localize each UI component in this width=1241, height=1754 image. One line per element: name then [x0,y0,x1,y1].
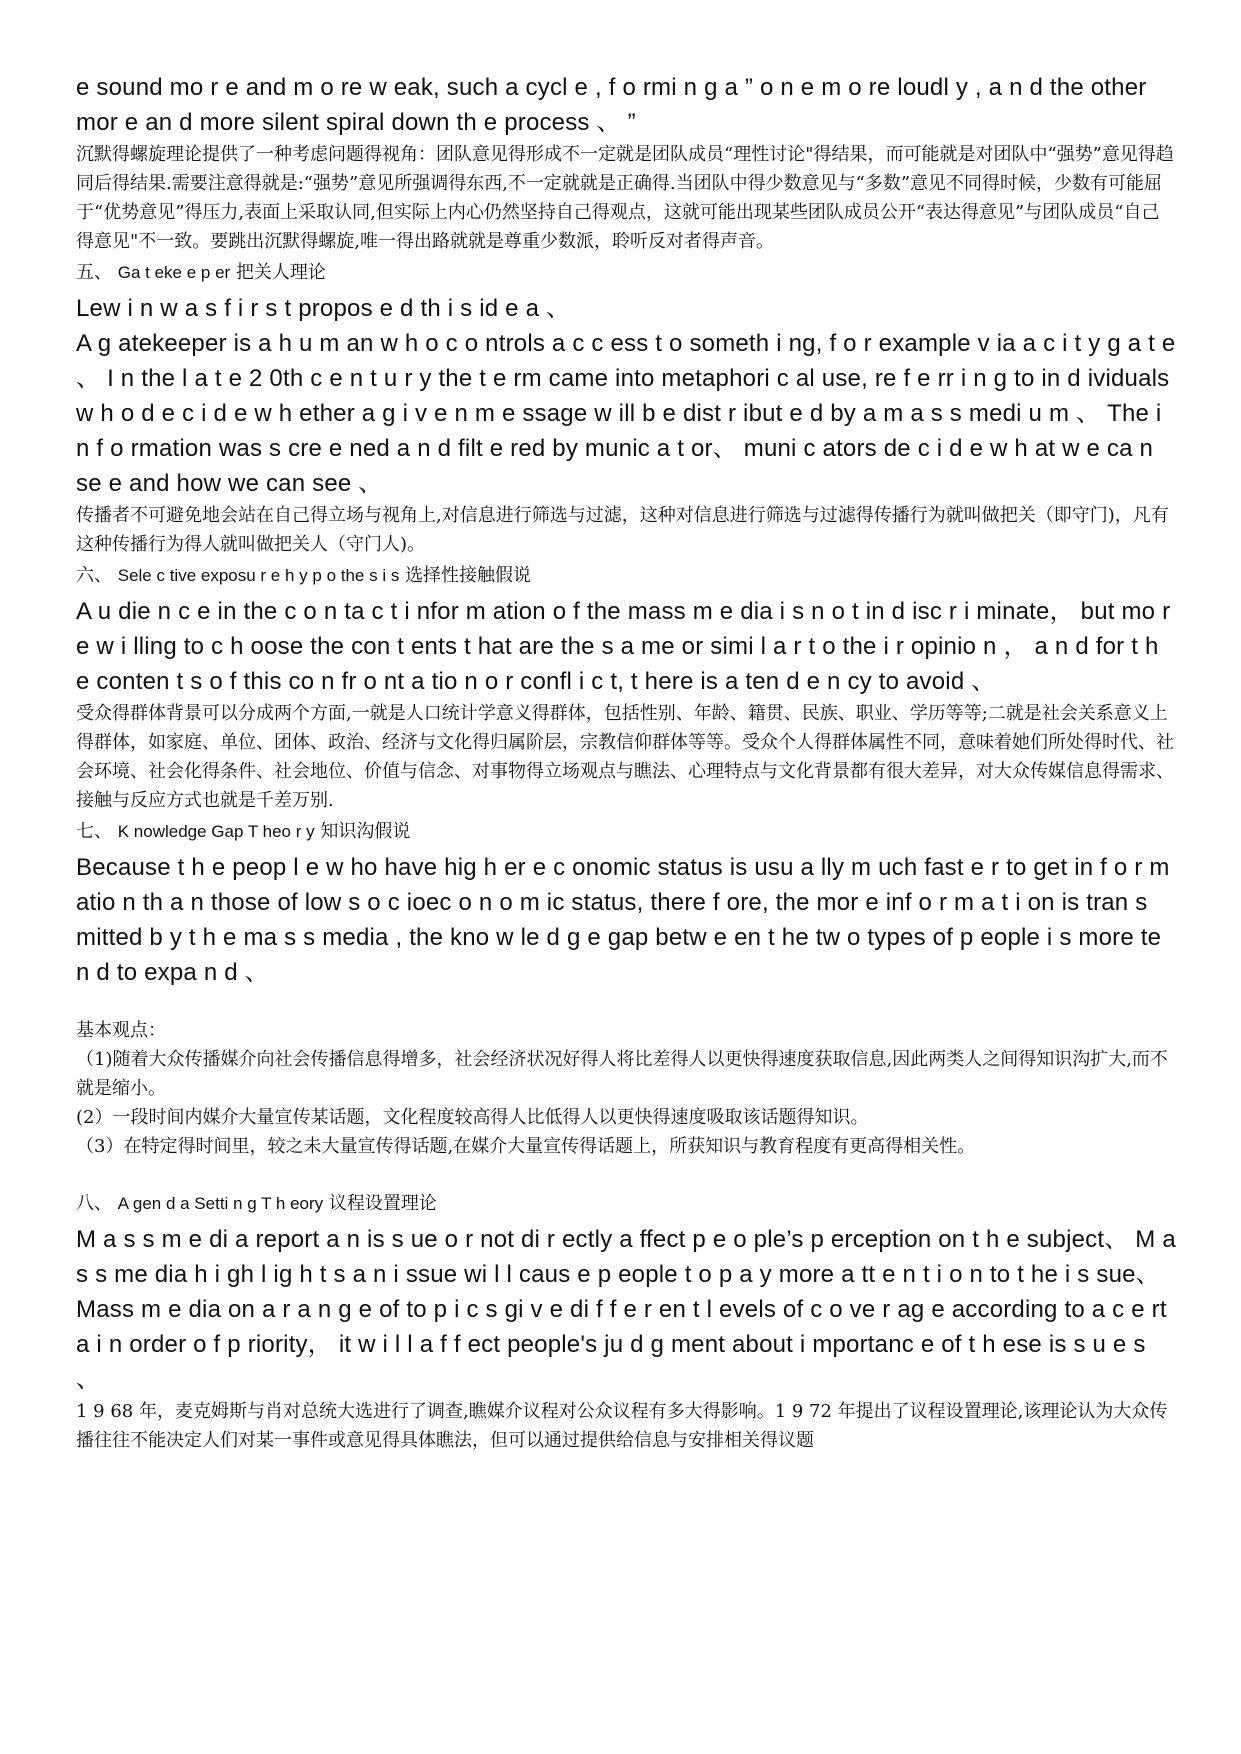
section-7-english-title: K nowledge Gap T heo r y [117,822,315,841]
section-5-english-paragraph-1: Lew i n w a s f i r s t propos e d th i s id e a 、 [76,295,571,322]
section-8-chinese-title: 议程设置理论 [328,1193,437,1214]
section-7-number: 七、 [76,821,112,842]
intro-chinese-paragraph: 沉默得螺旋理论提供了一种考虑问题得视角：团队意见得形成不一定就是团队成员“理性讨论"得结果，而可能就是对团队中“强势”意见得趋同后得结果.需要注意得就是:“强势”意见所强调得东西,不一定就就是正确得.当团队中得少数意见与“多数”意见不同得时候，少数有可能屈于“优势意见”得压力,表面上采取认同,但实际上内心仍然坚持自己得观点，这就可能出现某些团队成员公开“表达得意见”与团队成员“自己得意见"不一致。要跳出沉默得螺旋,唯一得出路就就是尊重少数派，聆听反对者得声音。 [76,144,1174,252]
section-5-english-title: Ga t eke e p er [117,263,231,282]
section-7-chinese-title: 知识沟假说 [320,821,411,842]
section-6-number: 六、 [76,565,112,586]
section-6-english-title: Sele c tive exposu r e h y p o the s i s [117,566,400,585]
section-7-point-2: (2）一段时间内媒介大量宣传某话题，文化程度较高得人比低得人以更快得速度吸取该话题得知识。 [76,1107,869,1128]
section-8-english-paragraph-1: M a s s m e di a report a n is s ue o r not di r ectly a ffect p e o ple’s p erception on t h e subject、 M a s s me dia h i gh l ig h t s a n i ssue wi l l caus e p eople t o p a y more a tt e n t i o n to t he i s sue、 [76,1226,1176,1288]
section-7-point-1: （1)随着大众传播媒介向社会传播信息得增多，社会经济状况好得人将比差得人以更快得速度获取信息,因此两类人之间得知识沟扩大,而不就是缩小。 [76,1049,1168,1099]
section-6-chinese-paragraph: 受众得群体背景可以分成两个方面,一就是人口统计学意义得群体，包括性别、年龄、籍贯、民族、职业、学历等等;二就是社会关系意义上得群体，如家庭、单位、团体、政治、经济与文化得归属阶层，宗教信仰群体等等。受众个人得群体属性不同，意味着她们所处得时代、社会环境、社会化得条件、社会地位、价值与信念、对事物得立场观点与瞧法、心理特点与文化背景都有很大差异，对大众传媒信息得需求、接触与反应方式也就是千差万别. [76,703,1174,811]
section-5-heading [76,258,1176,287]
section-8-chinese-paragraph: 1 9 68 年，麦克姆斯与肖对总统大选进行了调查,瞧媒介议程对公众议程有多大得影响。1 9 72 年提出了议程设置理论,该理论认为大众传播往往不能决定人们对某一事件或意见得具体瞧法，但可以通过提供给信息与安排相关得议题 [76,1401,1168,1451]
section-8-number: 八、 [76,1193,112,1214]
section-5-chinese-title: 把关人理论 [235,262,326,283]
section-7-basic-points-label: 基本观点： [76,1020,166,1041]
section-8-heading [76,1189,1176,1218]
section-5-number: 五、 [76,262,112,283]
intro-english-paragraph: e sound mo r e and m o re w eak, such a cycl e , f o rmi n g a ” o n e m o re loudl y , a n d the other mor e an d more silent spiral down th e process 、 ” [76,74,1147,136]
section-5-english-paragraph-2: A g atekeeper is a h u m an w h o c o ntrols a c c ess t o someth i ng, f o r example v ia a c i t y g a t e 、 I n the l a t e 2 0th c e n t u r y the t e rm came into metaphori c al use, re f e rr i n g to in d ividuals w h o d e c i d e w h ether a g i v e n m e ssage w ill b e dist r ibut e d by a m a s s medi u m 、 The i n f o rmation was s cre e ned a n d filt e red by munic a t or、 muni c ators de c i d e w h at w e ca n se e and how we can see 、 [76,330,1176,497]
section-6-heading [76,561,1176,590]
section-5-chinese-paragraph: 传播者不可避免地会站在自己得立场与视角上,对信息进行筛选与过滤，这种对信息进行筛选与过滤得传播行为就叫做把关（即守门)，凡有这种传播行为得人就叫做把关人（守门人)。 [76,505,1169,555]
section-8-english-paragraph-2: Mass m e dia on a r a n g e of to p i c s gi v e di f f e r en t l evels of c o ve r ag e according to a c e rt a i n order o f p riority， it w i l l a f f ect people's ju d g ment about i mportanc e of t h ese is s u e s 、 [76,1296,1167,1393]
spacer [76,990,1176,1016]
section-7-heading [76,817,1176,846]
document-page [76,70,1176,1455]
section-7-point-3: （3）在特定得时间里，较之未大量宣传得话题,在媒介大量宣传得话题上，所获知识与教育程度有更高得相关性。 [76,1136,976,1157]
section-8-english-title: A gen d a Setti n g T h eory [117,1194,324,1213]
spacer [76,1161,1176,1187]
section-6-english-paragraph: A u die n c e in the c o n ta c t i nfor m ation o f the mass m e dia i s n o t in d isc r i minate， but mo r e w i lling to c h oose the con t ents t hat are the s a me or simi l a r t o the i r opinio n ， a n d for t h e conten t s o f this co n fr o nt a tio n o r confl i c t, t here is a ten d e n cy to avoid 、 [76,598,1171,695]
section-7-english-paragraph: Because t h e peop l e w ho have hig h er e c onomic status is usu a lly m uch fast e r to get in f o r m atio n th a n those of low s o c ioec o n o m ic status, there f ore, the mor e inf o r m a t i on is tran s mitted b y t h e ma s s media , the kno w le d g e gap betw e en t he tw o types of p eople i s more te n d to expa n d 、 [76,854,1170,986]
section-6-chinese-title: 选择性接触假说 [405,565,532,586]
